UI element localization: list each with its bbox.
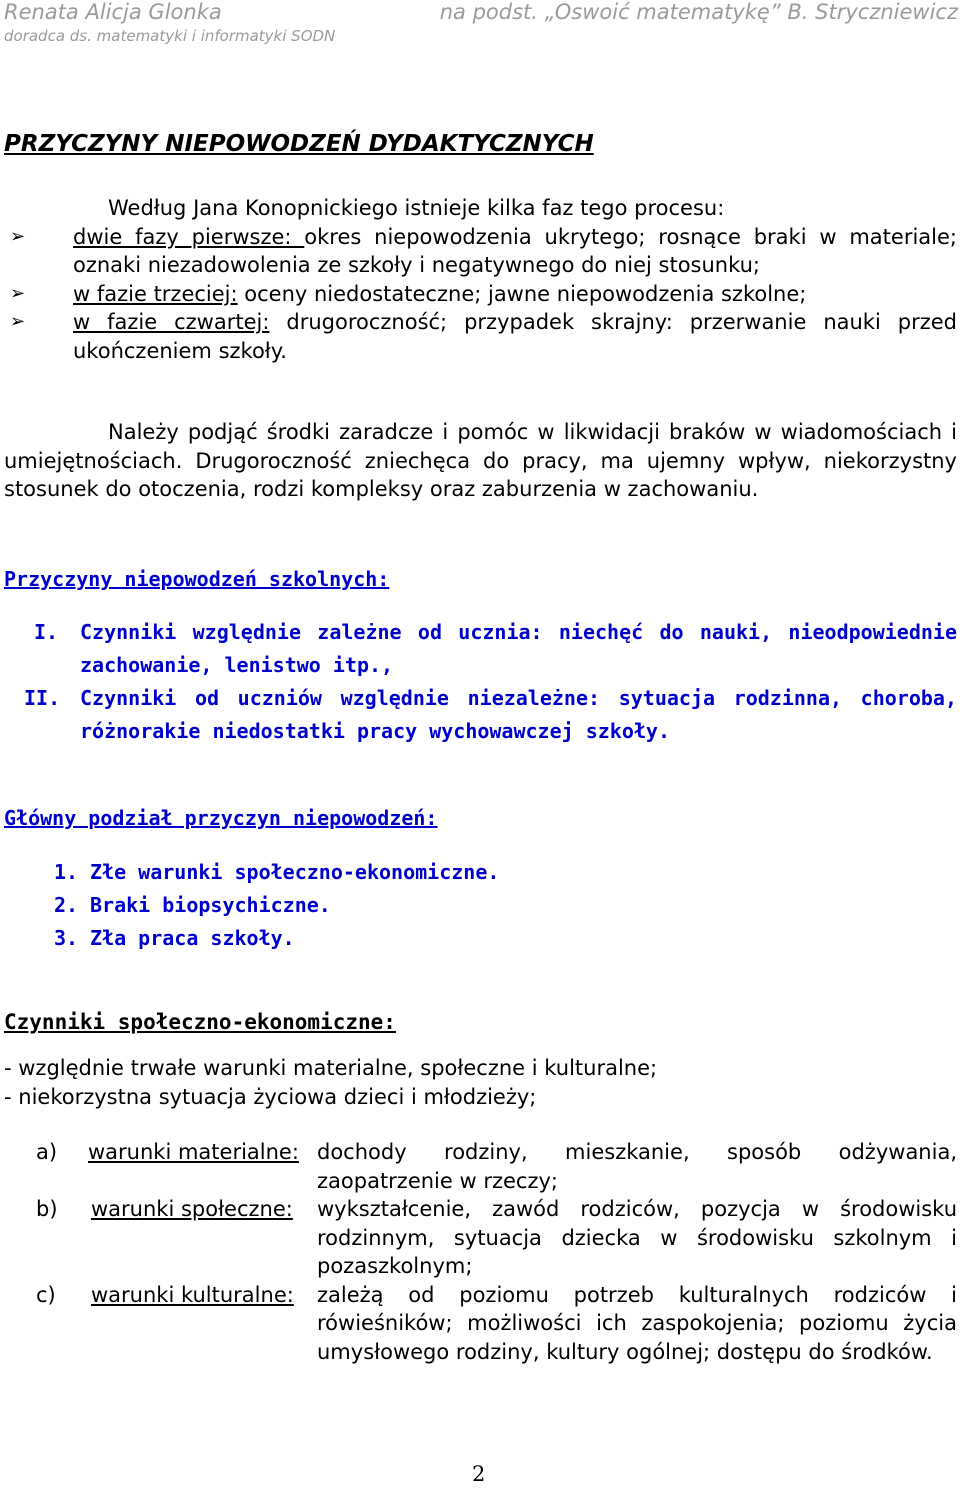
arrow-bullet-icon: ➢	[10, 225, 26, 247]
phase-text: oceny niedostateczne; jawne niepowodzenia szkolne;	[237, 281, 807, 306]
page-number: 2	[472, 1462, 486, 1486]
main-list	[4, 856, 957, 955]
phase-label: w fazie trzeciej:	[73, 281, 238, 306]
phase-item	[4, 308, 957, 365]
condition-letter: c)	[36, 1282, 56, 1307]
socio-line: - niekorzystna sytuacja życiowa dzieci i młodzieży;	[4, 1084, 537, 1109]
phase-text: drugoroczność; przypadek skrajny: przerwanie nauki przed ukończeniem szkoły.	[73, 310, 957, 363]
condition-text: zależą od poziomu potrzeb kulturalnych rodziców i rówieśników; możliwości ich zaspokojenia; poziomu życia umysłowego rodziny, kultury ogólnej; dostępu do środków.	[317, 1282, 957, 1364]
phase-item	[4, 280, 957, 309]
main-list-item	[4, 856, 957, 889]
item-text: Zła praca szkoły.	[90, 926, 295, 950]
causes-list	[4, 616, 957, 748]
condition-item	[4, 1195, 957, 1281]
condition-text: wykształcenie, zawód rodziców, pozycja w środowisku rodzinnym, sytuacja dziecka w środowisku szkolnym i pozaszkolnym;	[317, 1197, 957, 1278]
item-text: Złe warunki społeczno-ekonomiczne.	[90, 860, 500, 884]
socio-heading: Czynniki społeczno-ekonomiczne:	[4, 1010, 396, 1034]
condition-label: warunki kulturalne:	[91, 1282, 294, 1307]
cause-number: II.	[24, 686, 61, 710]
condition-label: warunki materialne:	[88, 1140, 299, 1164]
main-list-item	[4, 889, 957, 922]
item-number: 1.	[54, 860, 79, 884]
condition-label: warunki społeczne:	[91, 1197, 293, 1221]
phase-label: w fazie czwartej:	[73, 310, 270, 334]
conditions-list	[4, 1138, 957, 1366]
intro-text: Według Jana Konopnickiego istnieje kilka faz tego procesu:	[108, 196, 725, 220]
cause-item	[4, 616, 957, 682]
arrow-bullet-icon: ➢	[10, 311, 26, 332]
condition-letter: b)	[36, 1197, 58, 1221]
header-role: doradca ds. matematyki i informatyki SODN	[4, 27, 336, 45]
cause-item	[4, 682, 957, 748]
header-author: Renata Alicja Glonka	[4, 0, 222, 24]
socio-line: - względnie trwałe warunki materialne, społeczne i kulturalne;	[4, 1056, 658, 1080]
condition-item	[4, 1281, 957, 1367]
arrow-bullet-icon: ➢	[10, 282, 26, 304]
item-number: 2.	[54, 893, 79, 917]
item-text: Braki biopsychiczne.	[90, 893, 331, 917]
phase-text: okres niepowodzenia ukrytego; rosnące braki w materiale; oznaki niezadowolenia ze szkoły i negatywnego do niej stosunku;	[73, 224, 958, 277]
main-list-item	[4, 922, 957, 955]
phase-label: dwie fazy pierwsze:	[73, 224, 305, 249]
header-source: na podst. „Oswoić matematykę” B. Strycz‌niewicz	[439, 0, 958, 24]
cause-text: Czynniki względnie zależne od ucznia: niechęć do nauki, nieodpowiednie zachowanie, lenistwo itp.,	[80, 620, 957, 677]
body-paragraph: Należy podjąć środki zaradcze i pomóc w likwidacji braków w wiadomościach i umiejętnościach. Drugoroczność zniechęca do pracy, ma ujemny wpływ, niekorzystny stosunek do otoczenia, rodzi kompleksy oraz zaburzenia w zachowaniu.	[4, 420, 957, 501]
condition-letter: a)	[36, 1140, 58, 1164]
socio-lines	[4, 1054, 957, 1111]
phase-item	[4, 223, 957, 280]
cause-number: I.	[34, 620, 59, 644]
phases-section	[4, 194, 957, 365]
cause-text: Czynniki od uczniów względnie niezależne: sytuacja rodzinna, choroba, różnorakie niedostatki pracy wychowawczej szkoły.	[80, 686, 957, 743]
main-heading: Główny podział przyczyn niepowodzeń:	[4, 806, 438, 830]
causes-heading: Przyczyny niepowodzeń szkolnych:	[4, 567, 390, 591]
item-number: 3.	[54, 926, 79, 950]
document-title: PRZYCZYNY NIEPOWODZEŃ DYDAKTYCZNYCH	[4, 131, 594, 157]
condition-item	[4, 1138, 957, 1195]
condition-text: dochody rodziny, mieszkanie, sposób odżywania, zaopatrzenie w rzeczy;	[317, 1140, 957, 1193]
